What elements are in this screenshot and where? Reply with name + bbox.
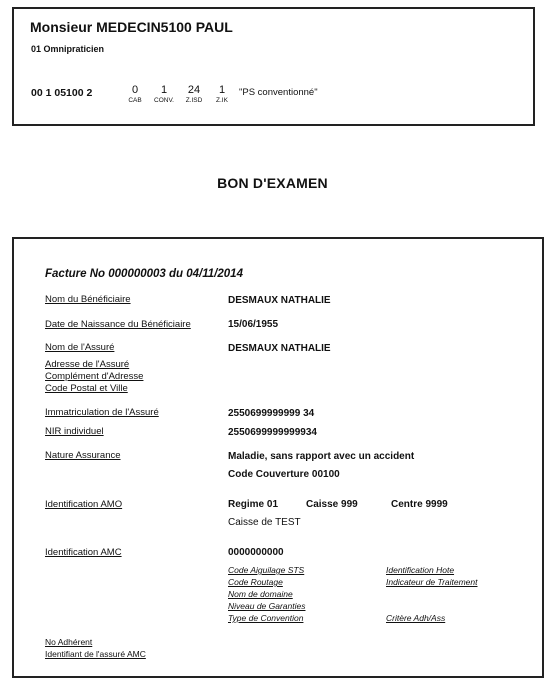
amc-label: Identification AMC (45, 547, 122, 558)
document-title: BON D'EXAMEN (217, 175, 328, 191)
amo-centre: Centre 9999 (391, 499, 448, 510)
member-no-label: No Adhérent (45, 637, 93, 647)
convention-status: "PS conventionné" (239, 87, 318, 98)
invoice-title: Facture No 000000003 du 04/11/2014 (45, 268, 243, 280)
amc-field-convention-type: Type de Convention (228, 613, 304, 623)
birthdate-value: 15/06/1955 (228, 319, 279, 330)
invoice-box (12, 237, 544, 678)
practitioner-header (12, 7, 535, 126)
code-conv (147, 85, 181, 105)
amc-insured-id-label: Identifiant de l'assuré AMC (45, 649, 146, 659)
code-zisd-label: Z.ISD (185, 97, 203, 104)
beneficiary-label: Nom du Bénéficiaire (45, 294, 131, 305)
amc-field-coverage-level: Niveau de Garanties (228, 601, 306, 611)
amc-field-host-id: Identification Hote (386, 565, 455, 575)
code-cab-label: CAB (128, 97, 142, 104)
amc-field-routing-code: Code Routage (228, 577, 283, 587)
code-zik-label: Z.IK (216, 97, 228, 104)
address-label: Adresse de l'Assuré (45, 359, 130, 370)
amc-field-member-criterion: Critère Adh/Ass (386, 613, 446, 623)
registration-label: Immatriculation de l'Assuré (45, 407, 159, 418)
doctor-name: Monsieur MEDECIN5100 PAUL (30, 19, 233, 35)
amc-value: 0000000000 (228, 547, 284, 558)
amc-field-processing-indicator: Indicateur de Traitement (386, 577, 478, 587)
amo-label: Identification AMO (45, 499, 123, 510)
amc-field-domain-name: Nom de domaine (228, 589, 293, 599)
insurance-nature-value: Maladie, sans rapport avec un accident (228, 451, 415, 462)
postal-label: Code Postal et Ville (45, 383, 128, 394)
nir-value: 2550699999999934 (228, 427, 317, 438)
nir-label: NIR individuel (45, 426, 104, 437)
registration-value: 2550699999999 34 (228, 408, 315, 419)
code-conv-label: CONV. (154, 97, 174, 104)
insurance-nature-label: Nature Assurance (45, 450, 121, 461)
insured-value: DESMAUX NATHALIE (228, 343, 331, 354)
amo-caisse-name: Caisse de TEST (228, 517, 301, 528)
code-zisd-value: 24 (187, 84, 201, 96)
code-cab-value: 0 (131, 84, 139, 96)
code-zik (205, 85, 239, 105)
amo-caisse: Caisse 999 (306, 499, 358, 510)
birthdate-label: Date de Naissance du Bénéficiaire (45, 319, 191, 330)
amo-regime: Regime 01 (228, 499, 279, 510)
coverage-code: Code Couverture 00100 (228, 469, 340, 480)
address-extra-label: Complément d'Adresse (45, 371, 144, 382)
practitioner-number: 00 1 05100 2 (31, 87, 93, 99)
amc-field-routing-sts: Code Aiguilage STS (228, 565, 305, 575)
code-conv-value: 1 (160, 84, 168, 96)
doctor-specialty: 01 Omnipraticien (31, 44, 105, 54)
insured-label: Nom de l'Assuré (45, 342, 115, 353)
beneficiary-value: DESMAUX NATHALIE (228, 295, 331, 306)
code-zik-value: 1 (218, 84, 226, 96)
